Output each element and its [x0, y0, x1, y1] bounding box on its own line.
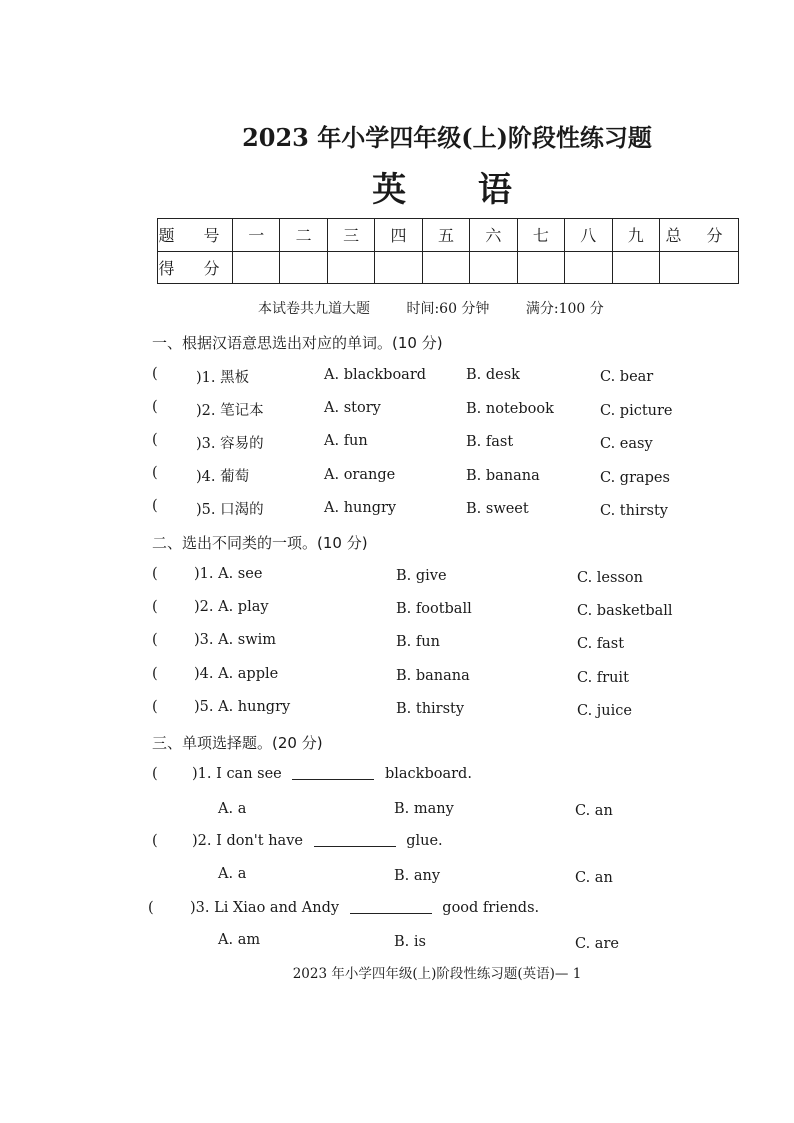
score-col-3: 三: [327, 219, 374, 252]
option-b: B. many: [394, 801, 454, 817]
score-cell-total[interactable]: [660, 251, 739, 284]
question-stem: [190, 900, 539, 916]
answer-paren[interactable]: (: [152, 833, 158, 849]
option-a: A. story: [324, 400, 381, 416]
option-b: B. banana: [396, 668, 470, 684]
option-c: C. fast: [577, 636, 625, 652]
option-c: C. lesson: [577, 570, 643, 586]
option-b: B. is: [394, 934, 426, 950]
score-cell[interactable]: [233, 251, 280, 284]
exam-info: [258, 298, 636, 318]
time-limit: 时间:60 分钟: [406, 301, 490, 317]
section-3-heading: 三、单项选择题。(20 分): [152, 734, 323, 752]
score-col-9: 九: [612, 219, 660, 252]
question-stem: )3. 容易的: [196, 436, 264, 452]
option-b: B. give: [396, 568, 447, 584]
score-cell[interactable]: [422, 251, 469, 284]
score-col-6: 六: [470, 219, 517, 252]
question-stem: [192, 766, 472, 782]
score-cell[interactable]: [280, 251, 327, 284]
option-a: A. a: [218, 866, 247, 882]
score-cell[interactable]: [565, 251, 612, 284]
option-c: C. picture: [600, 403, 673, 419]
answer-paren[interactable]: (: [152, 666, 158, 682]
answer-paren[interactable]: (: [152, 465, 158, 481]
option-c: C. easy: [600, 436, 653, 452]
option-a: A. orange: [324, 467, 396, 483]
option-b: B. sweet: [466, 501, 529, 517]
score-col-7: 七: [517, 219, 564, 252]
option-b: B. any: [394, 868, 441, 884]
question-stem: )2. 笔记本: [196, 403, 264, 419]
option-a: A. blackboard: [324, 367, 427, 383]
question-stem: )3. A. swim: [194, 632, 277, 648]
question-stem: )1. A. see: [194, 566, 263, 582]
score-table-header-row: [158, 219, 739, 252]
section-1-heading: 一、根据汉语意思选出对应的单词。(10 分): [152, 334, 443, 352]
score-row-label: 得 分: [158, 251, 233, 284]
fill-blank[interactable]: [314, 846, 396, 847]
score-table-score-row: [158, 251, 739, 284]
option-b: B. notebook: [466, 401, 554, 417]
subject-title: 英 语: [372, 170, 542, 210]
answer-paren[interactable]: (: [152, 498, 158, 514]
question-stem: )2. A. play: [194, 599, 269, 615]
option-c: C. are: [575, 936, 619, 952]
answer-paren[interactable]: (: [152, 399, 158, 415]
score-cell[interactable]: [327, 251, 374, 284]
score-col-4: 四: [375, 219, 422, 252]
full-score: 满分:100 分: [525, 301, 604, 317]
answer-paren[interactable]: (: [152, 432, 158, 448]
fill-blank[interactable]: [350, 913, 432, 914]
option-a: A. fun: [324, 433, 368, 449]
question-stem: )5. 口渴的: [196, 502, 264, 518]
option-b: B. football: [396, 601, 472, 617]
stem-after-blank: glue.: [406, 833, 443, 849]
score-col-2: 二: [280, 219, 327, 252]
score-cell[interactable]: [470, 251, 517, 284]
question-stem: )4. 葡萄: [196, 469, 250, 485]
question-stem: )1. 黑板: [196, 370, 250, 386]
option-a: A. a: [218, 801, 247, 817]
answer-paren[interactable]: (: [152, 366, 158, 382]
question-stem: [192, 833, 443, 849]
option-c: C. fruit: [577, 670, 629, 686]
option-b: B. desk: [466, 367, 520, 383]
score-col-5: 五: [422, 219, 469, 252]
option-a: A. hungry: [324, 500, 397, 516]
option-c: C. juice: [577, 703, 632, 719]
question-stem: )4. A. apple: [194, 666, 279, 682]
option-c: C. bear: [600, 369, 654, 385]
page-footer: 2023 年小学四年级(上)阶段性练习题(英语)— 1: [292, 966, 582, 982]
answer-paren[interactable]: (: [152, 766, 158, 782]
fill-blank[interactable]: [292, 779, 374, 780]
option-b: B. fun: [396, 634, 440, 650]
exam-title: 2023 年小学四年级(上)阶段性练习题: [242, 123, 652, 152]
option-c: C. an: [575, 803, 613, 819]
answer-paren[interactable]: (: [152, 699, 158, 715]
stem-before-blank: )1. I can see: [192, 766, 282, 782]
stem-after-blank: good friends.: [442, 900, 540, 916]
option-c: C. an: [575, 870, 613, 886]
option-b: B. banana: [466, 468, 540, 484]
answer-paren[interactable]: (: [152, 632, 158, 648]
stem-before-blank: )3. Li Xiao and Andy: [190, 900, 340, 916]
score-col-8: 八: [565, 219, 612, 252]
option-c: C. grapes: [600, 470, 670, 486]
option-c: C. basketball: [577, 603, 673, 619]
answer-paren[interactable]: (: [152, 599, 158, 615]
option-b: B. thirsty: [396, 701, 465, 717]
option-c: C. thirsty: [600, 503, 668, 519]
score-col-total: 总 分: [660, 219, 739, 252]
score-table: [157, 218, 739, 284]
option-b: B. fast: [466, 434, 514, 450]
section-2-heading: 二、选出不同类的一项。(10 分): [152, 534, 368, 552]
question-stem: )5. A. hungry: [194, 699, 291, 715]
stem-before-blank: )2. I don't have: [192, 833, 303, 849]
score-cell[interactable]: [517, 251, 564, 284]
option-a: A. am: [218, 932, 261, 948]
answer-paren[interactable]: (: [152, 566, 158, 582]
answer-paren[interactable]: (: [148, 900, 154, 916]
score-table-row-label: 题 号: [158, 219, 233, 252]
stem-after-blank: blackboard.: [384, 766, 472, 782]
score-cell[interactable]: [612, 251, 660, 284]
question-count: 本试卷共九道大题: [258, 301, 370, 317]
score-col-1: 一: [233, 219, 280, 252]
score-cell[interactable]: [375, 251, 422, 284]
